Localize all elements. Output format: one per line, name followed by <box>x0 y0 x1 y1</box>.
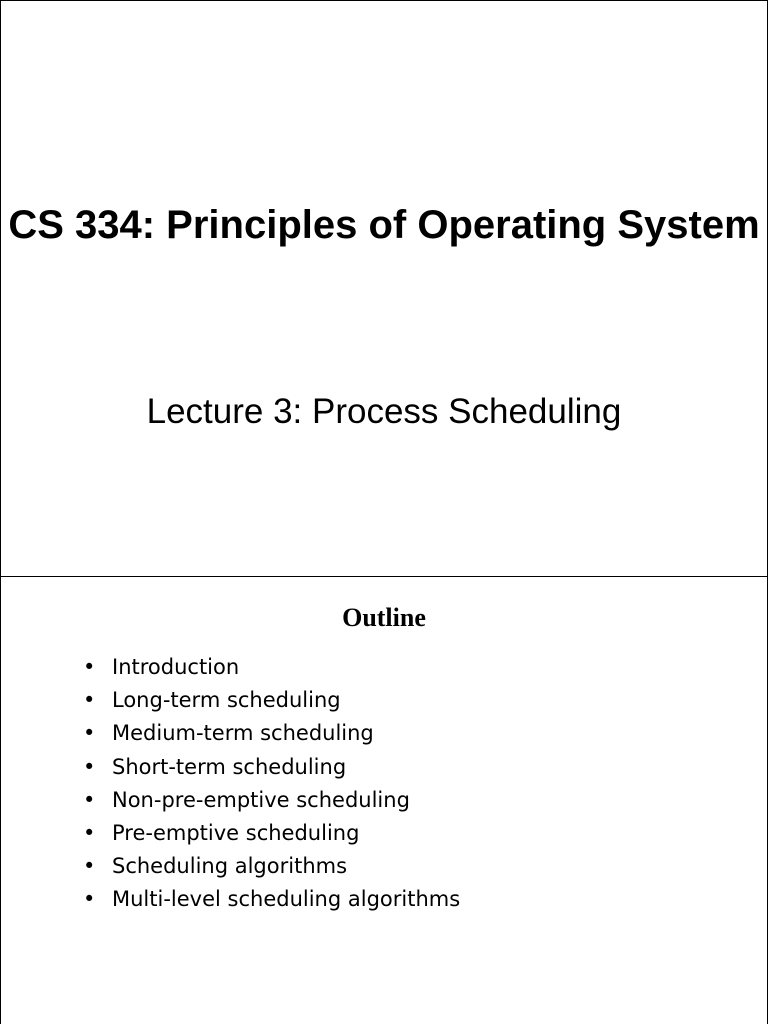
list-item <box>83 684 460 717</box>
slide-title: CS 334: Principles of Operating System <box>8 203 760 247</box>
slide-subtitle: Lecture 3: Process Scheduling <box>146 392 622 431</box>
outline-list <box>83 651 460 917</box>
list-item-text: Scheduling algorithms <box>112 854 348 879</box>
bullet-icon: • <box>83 821 96 846</box>
bullet-icon: • <box>83 854 96 879</box>
bullet-icon: • <box>83 688 96 713</box>
outline-slide <box>0 576 768 1024</box>
bullet-icon: • <box>83 721 96 746</box>
bullet-icon: • <box>83 754 96 779</box>
list-item-text: Pre-emptive scheduling <box>112 821 360 846</box>
list-item <box>83 817 460 850</box>
list-item-text: Non-pre-emptive scheduling <box>112 787 410 812</box>
outline-heading: Outline <box>342 603 426 632</box>
list-item <box>83 850 460 883</box>
list-item <box>83 883 460 916</box>
list-item-text: Long-term scheduling <box>112 688 341 713</box>
list-item-text: Medium-term scheduling <box>112 721 374 746</box>
bullet-icon: • <box>83 787 96 812</box>
list-item-text: Short-term scheduling <box>112 754 347 779</box>
list-item <box>83 651 460 684</box>
list-item <box>83 717 460 750</box>
bullet-icon: • <box>83 887 96 912</box>
list-item <box>83 784 460 817</box>
bullet-icon: • <box>83 655 96 679</box>
list-item-text: Multi-level scheduling algorithms <box>112 887 461 912</box>
list-item-text: Introduction <box>112 655 240 679</box>
list-item <box>83 751 460 784</box>
